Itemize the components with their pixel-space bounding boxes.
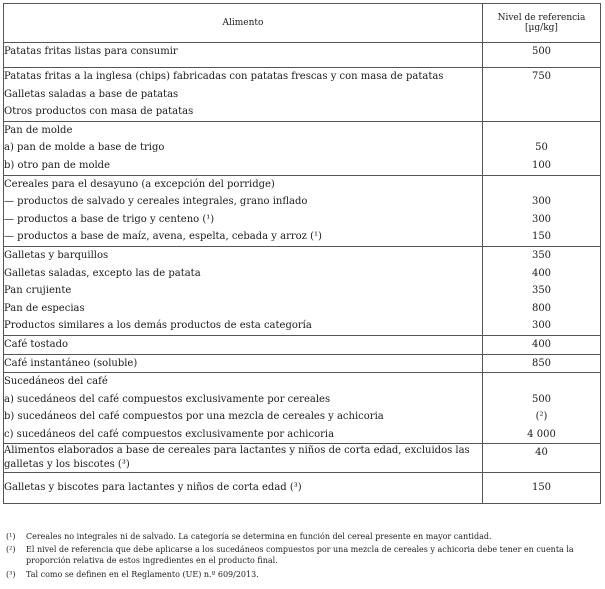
table-row <box>4 43 601 68</box>
footnote-text: Tal como se definen en el Reglamento (UE) n.º 609/2013. <box>26 570 259 579</box>
food-cell <box>4 68 483 122</box>
level-value: (²) <box>535 411 548 423</box>
footnote <box>6 544 594 566</box>
food-cell <box>4 444 483 473</box>
food-item: b) sucedáneos del café compuestos por una mezcla de cereales y achicoria <box>4 411 384 423</box>
food-cell <box>4 121 483 175</box>
footnote-number: (¹) <box>6 532 16 541</box>
table-row <box>4 373 601 444</box>
table-row <box>4 68 601 122</box>
level-cell <box>483 246 601 335</box>
reference-levels-table <box>3 3 601 504</box>
footnote <box>6 569 594 580</box>
level-cell <box>483 373 601 444</box>
table-row <box>4 354 601 373</box>
table-row <box>4 246 601 335</box>
level-value: 400 <box>531 267 552 279</box>
level-value: 40 <box>535 447 548 459</box>
level-cell <box>483 444 601 473</box>
level-value: 500 <box>531 393 552 405</box>
food-cell <box>4 373 483 444</box>
food-item: Otros productos con masa de patatas <box>4 106 194 118</box>
level-value: 800 <box>531 302 552 314</box>
level-value <box>483 176 600 194</box>
level-value <box>483 373 600 391</box>
footnote-number: (³) <box>6 570 16 579</box>
food-item: Pan de especias <box>4 302 85 314</box>
food-cell <box>4 246 483 335</box>
food-item: — productos a base de maíz, avena, espelta, cebada y arroz (¹) <box>4 231 322 243</box>
level-value: 300 <box>531 320 552 332</box>
food-item: Café tostado <box>4 338 68 350</box>
food-item: a) sucedáneos del café compuestos exclusivamente por cereales <box>4 393 331 405</box>
header-level <box>483 4 601 43</box>
food-item: Galletas saladas, excepto las de patata <box>4 267 201 279</box>
table-header-row <box>4 4 601 43</box>
food-item: Cereales para el desayuno (a excepción del porridge) <box>4 178 275 190</box>
level-value: 50 <box>535 142 548 154</box>
food-item: Pan crujiente <box>4 285 72 297</box>
level-cell <box>483 43 601 68</box>
footnote-text: Cereales no integrales ni de salvado. La categoría se determina en función del cereal presente en mayor cantidad. <box>26 532 492 541</box>
table-row <box>4 444 601 473</box>
level-value: 350 <box>531 249 552 261</box>
table-row <box>4 175 601 246</box>
footnote-number: (²) <box>6 545 16 554</box>
level-value: 850 <box>531 357 552 369</box>
food-item: Patatas fritas listas para consumir <box>4 46 178 57</box>
food-cell <box>4 335 483 354</box>
level-cell <box>483 68 601 122</box>
food-item: c) sucedáneos del café compuestos exclusivamente por achicoria <box>4 428 335 440</box>
level-cell <box>483 121 601 175</box>
level-value: 100 <box>531 159 552 171</box>
level-value: 300 <box>531 196 552 208</box>
table-row <box>4 473 601 504</box>
food-cell <box>4 175 483 246</box>
level-value: 150 <box>531 231 552 243</box>
food-item: Galletas y barquillos <box>4 249 109 261</box>
food-item: Patatas fritas a la inglesa (chips) fabricadas con patatas frescas y con masa de patatas <box>4 71 444 82</box>
level-cell <box>483 335 601 354</box>
header-food: Alimento <box>4 4 483 43</box>
footnote-text: El nivel de referencia que debe aplicarse a los sucedáneos compuestos por una mezcla de cereales y achicoria debe tener en cuenta la proporción relativa de estos ingredientes en el producto final. <box>26 545 574 565</box>
food-item: Sucedáneos del café <box>4 376 108 388</box>
level-value: 4 000 <box>527 428 556 440</box>
level-value: 150 <box>531 482 552 494</box>
level-cell <box>483 354 601 373</box>
food-item: a) pan de molde a base de trigo <box>4 142 165 154</box>
level-value: 300 <box>531 213 552 225</box>
level-value: 350 <box>531 285 552 297</box>
level-cell <box>483 473 601 504</box>
food-item: Alimentos elaborados a base de cereales para lactantes y niños de corta edad, excluidos las galletas y los biscotes (³) <box>4 445 470 471</box>
header-level-line1: Nivel de referencia <box>497 12 586 23</box>
food-item: — productos de salvado y cereales integrales, grano inflado <box>4 196 308 208</box>
header-level-line2: [µg/kg] <box>525 23 558 33</box>
level-value <box>483 122 600 140</box>
food-cell <box>4 354 483 373</box>
food-cell <box>4 43 483 68</box>
level-cell <box>483 175 601 246</box>
food-item: — productos a base de trigo y centeno (¹) <box>4 213 215 225</box>
table-row <box>4 335 601 354</box>
food-item: Galletas saladas a base de patatas <box>4 88 179 100</box>
food-item: b) otro pan de molde <box>4 159 111 171</box>
level-value: 750 <box>531 71 552 82</box>
level-value: 400 <box>531 338 552 350</box>
food-item: Galletas y biscotes para lactantes y niños de corta edad (³) <box>4 482 302 494</box>
food-item: Café instantáneo (soluble) <box>4 357 138 369</box>
food-item: Productos similares a los demás productos de esta categoría <box>4 320 312 332</box>
food-item: Pan de molde <box>4 124 73 136</box>
food-cell <box>4 473 483 504</box>
table-row <box>4 121 601 175</box>
footnote <box>6 531 594 542</box>
level-value: 500 <box>531 46 552 57</box>
